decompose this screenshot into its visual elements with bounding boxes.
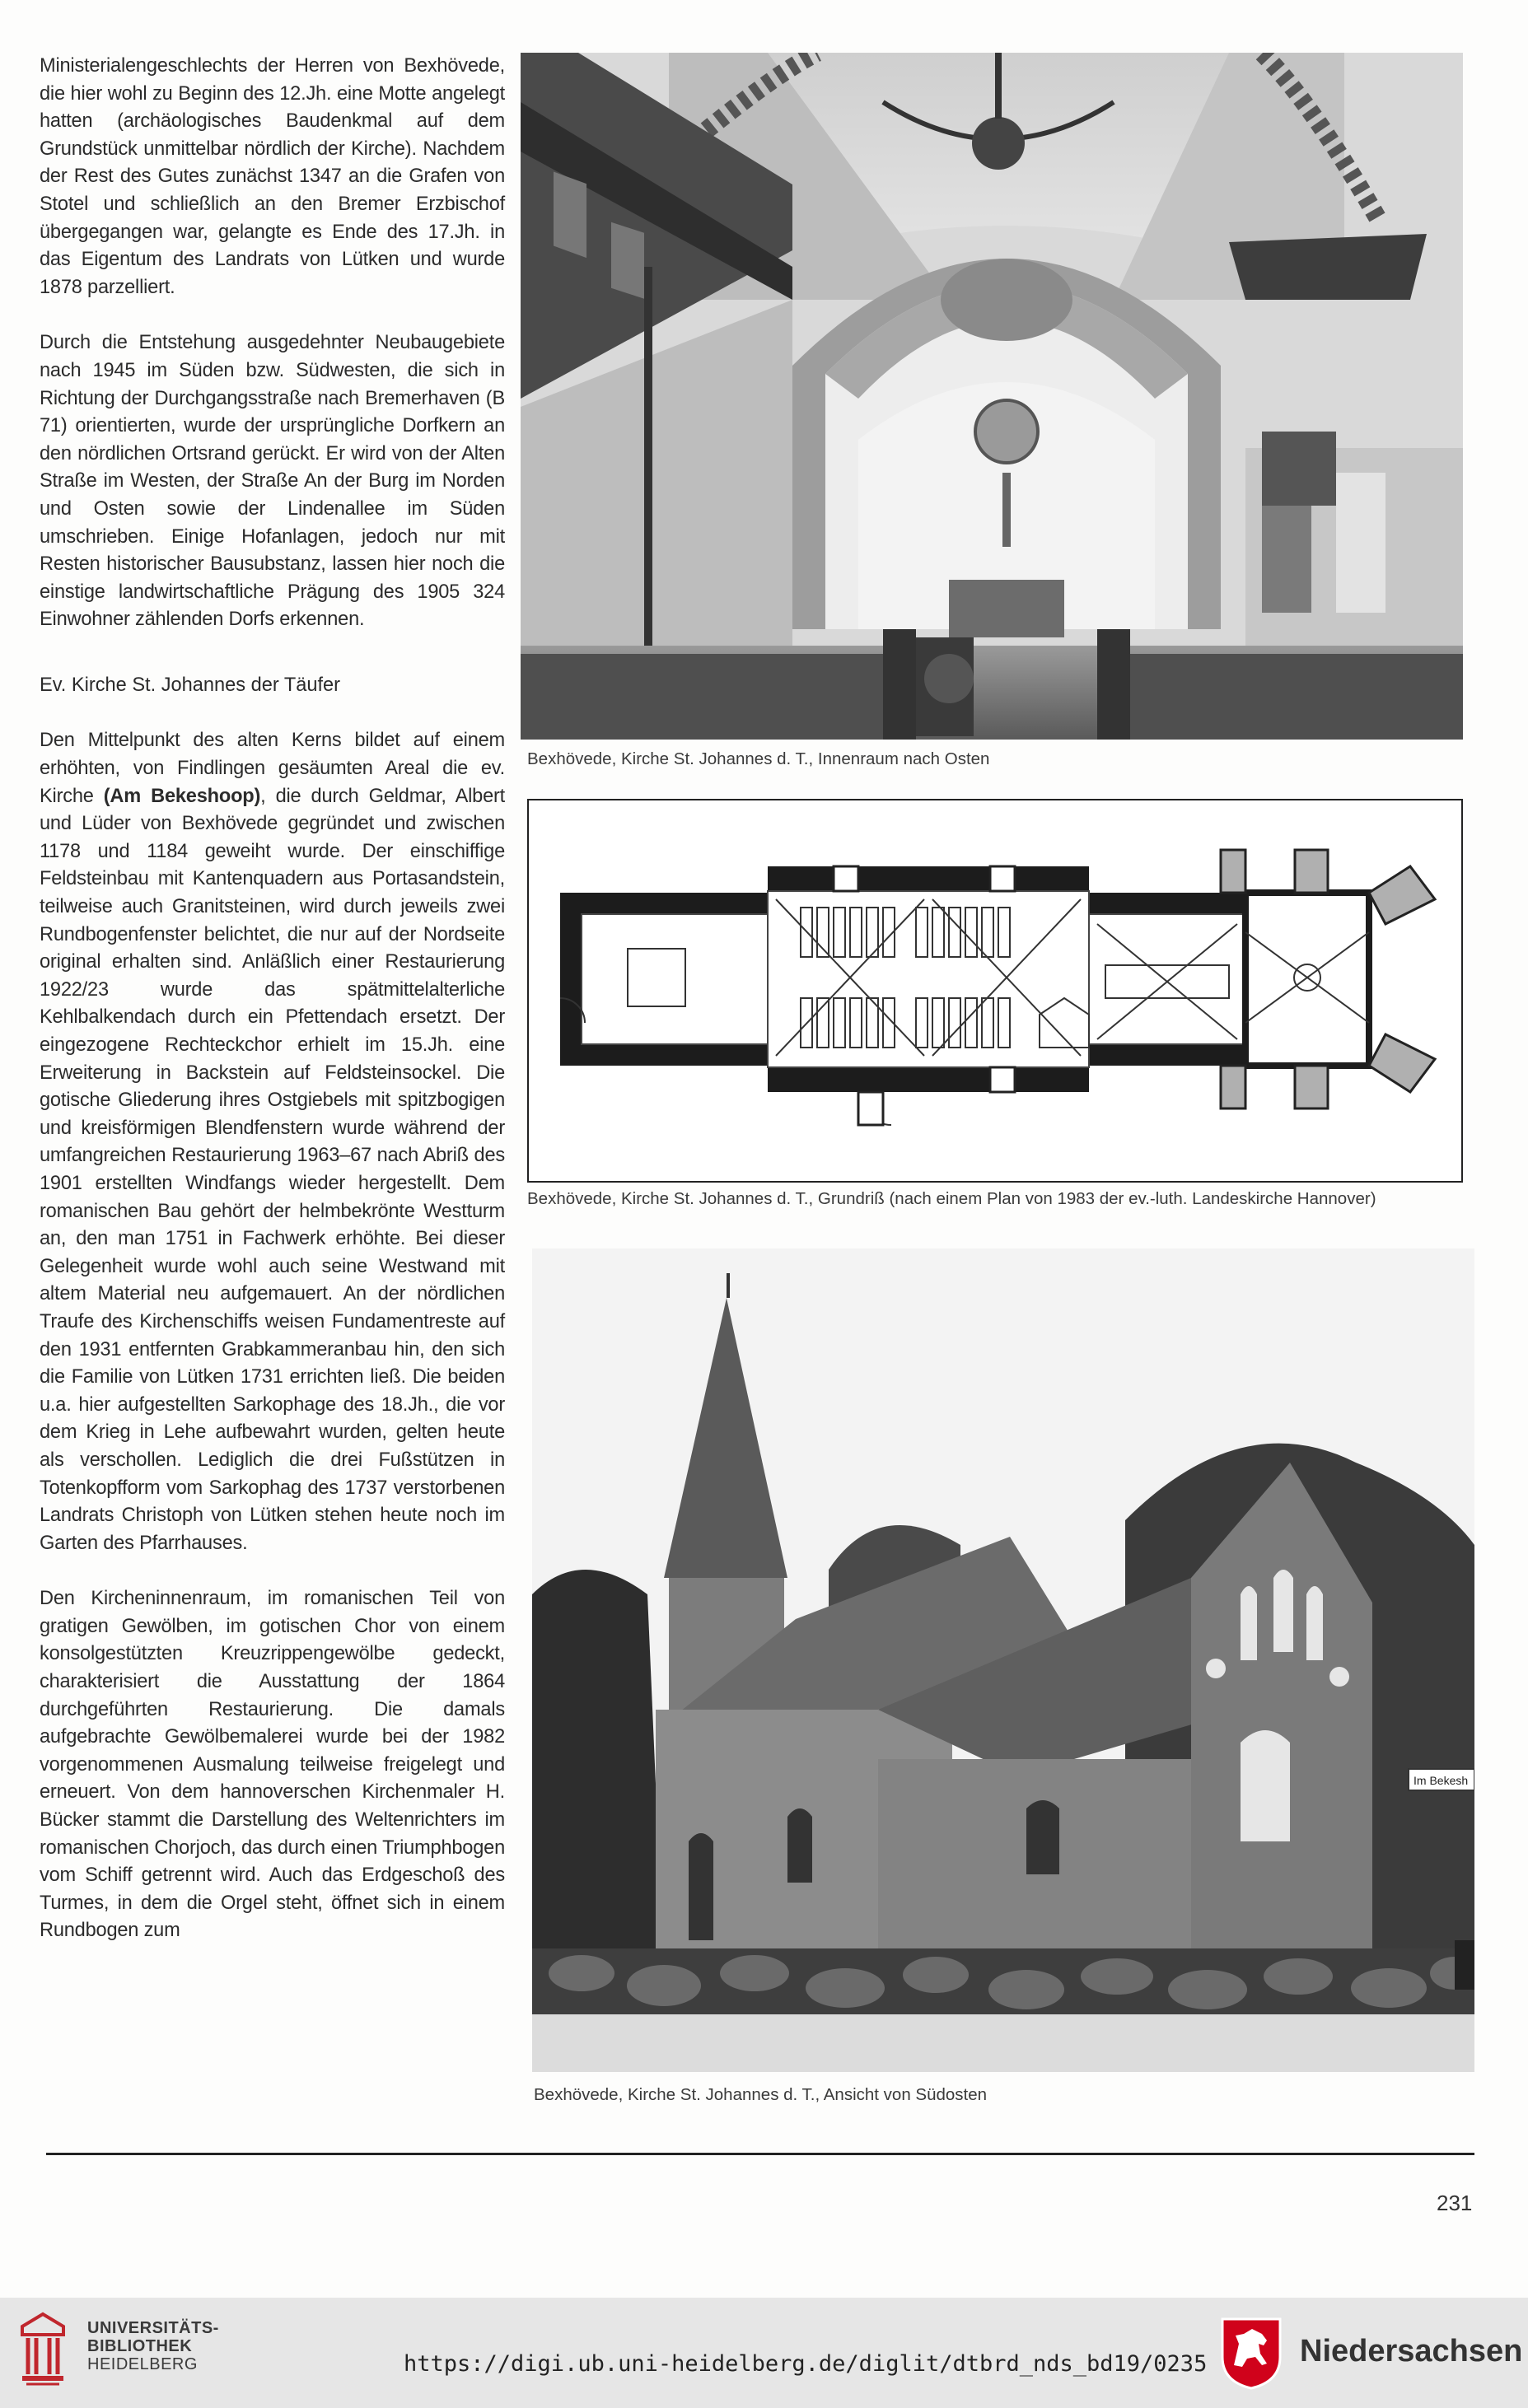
interior-photo: [521, 53, 1463, 740]
library-name-line-3: HEIDELBERG: [87, 2355, 198, 2373]
address-bold: (Am Bekeshoop): [103, 785, 261, 807]
section-heading: Ev. Kirche St. Johannes der Täufer: [40, 674, 341, 696]
page-number: 231: [1437, 2191, 1473, 2215]
paragraph-4: Den Kircheninnenraum, im romanischen Teil von gratigen Gewölben, im gotischen Chor von einem konsolgestützten Kreuzrippengewölbe gedeckt, charakterisiert die Ausstattung der 1864 durchgeführten Restaurierung. Die damals aufgebrachte Gewölbemalerei wurde bei der 1982 vorgenommenen Ausmalung teilweise freigelegt und erneuert. Von dem hannoverschen Kirchenmaler H. Bücker stammt die Darstellung des Weltenrichters im romanischen Chorjoch, das durch einen Triumphbogen vom Schiff getrennt wird. Auch das Erdgeschoß des Turmes, in dem die Orgel steht, öffnet sich in einem Rundbogen zum: [40, 1588, 505, 1942]
university-library-logo-icon: [18, 2310, 68, 2392]
library-name-line-2: BIBLIOTHEK: [87, 2337, 193, 2355]
floor-plan: [527, 799, 1463, 1183]
text-column: [40, 53, 505, 1945]
source-url-link[interactable]: https://digi.ub.uni-heidelberg.de/diglit/dtbrd_nds_bd19/0235: [404, 2351, 1208, 2377]
street-sign-label: Im Bekesh: [1414, 1774, 1469, 1787]
lower-saxony-coat-of-arms-icon: [1219, 2316, 1283, 2390]
interior-caption: Bexhövede, Kirche St. Johannes d. T., Innenraum nach Osten: [527, 749, 990, 768]
exterior-caption: Bexhövede, Kirche St. Johannes d. T., Ansicht von Südosten: [534, 2085, 988, 2104]
paragraph-3-start: Den Mittelpunkt des alten Kerns bildet auf einem erhöhten, von Findlingen gesäumten Areal die ev. Kirche: [40, 730, 505, 807]
exterior-photo: [532, 1248, 1474, 2072]
university-library-name: [87, 2319, 219, 2373]
state-name: Niedersachsen: [1300, 2334, 1523, 2368]
interior-photo-image: [521, 53, 1463, 740]
floor-plan-drawing: [529, 800, 1461, 1181]
library-name-line-1: UNIVERSITÄTS-: [87, 2319, 219, 2337]
paragraph-3: [40, 727, 505, 1557]
paragraph-3-rest: , die durch Geldmar, Albert und Lüder von Bexhövede gegründet und zwischen 1178 und 1184 geweiht wurde. Der einschiffige Feldsteinbau mit Kantenquadern aus Portasandstein, teilweise auch Granitsteinen, wird durch jeweils zwei Rundbogenfenster belichtet, die nur auf der Nordseite original erhalten sind. Anläßlich einer Restaurierung 1922/23 wurde das spätmittelalterliche Kehlbalkendach durch ein Pfettendach ersetzt. Der eingezogene Rechteckchor erhielt im 15.Jh. eine Erweiterung in Backstein auf Feldsteinsockel. Die gotische Gliederung ihres Ostgiebels mit spitzbogigen und kreisförmigen Blendfenstern wurde während der umfangreichen Restaurierung 1963–67 nach Abriß des 1901 erstellten Windfangs wieder hergestellt. Dem romanischen Bau gehört der helmbekrönte Westturm an, den man 1751 in Fachwerk erhöhte. Bei dieser Gelegenheit wurde wohl auch seine Westwand mit altem Material neu aufgemauert. An der nördlichen Traufe des Kirchenschiffs weisen Fundamentreste auf den 1931 entfernten Grabkammeranbau hin, den sich die Familie von Lütken 1731 errichten ließ. Die beiden u.a. hier aufgestellten Sarkophage des 18.Jh., die vor dem Krieg in Lehe aufbewahrt wurden, gelten heute als verschollen. Lediglich die drei Fußstützen in Totenkopfform vom Sarkophag des 1737 verstorbenen Landrats Christoph von Lütken stehen heute noch im Garten des Pfarrhauses.: [40, 785, 505, 1554]
plan-caption: Bexhövede, Kirche St. Johannes d. T., Grundriß (nach einem Plan von 1983 der ev.-luth. Landeskirche Hannover): [527, 1189, 1376, 1208]
footer-rule: [46, 2153, 1474, 2155]
paragraph-2: Durch die Entstehung ausgedehnter Neubaugebiete nach 1945 im Süden bzw. Südwesten, die sich in Richtung der Durchgangsstraße nach Bremerhaven (B 71) orientierten, wurde der ursprüngliche Dorfkern an den nördlichen Ortsrand gerückt. Er wird von der Alten Straße im Westen, der Straße An der Burg im Norden und Osten sowie der Lindenallee im Süden umschrieben. Einige Hofanlagen, jedoch nur mit Resten historischer Bausubstanz, lassen hier noch die einstige landwirtschaftliche Prägung des 1905 324 Einwohner zählenden Dorfs erkennen.: [40, 332, 505, 631]
exterior-photo-image: [532, 1248, 1474, 2072]
paragraph-1: Ministerialengeschlechts der Herren von Bexhövede, die hier wohl zu Beginn des 12.Jh. eine Motte angelegt hatten (archäologisches Baudenkmal auf dem Grundstück unmittelbar nördlich der Kirche). Nachdem der Rest des Gutes zunächst 1347 an die Grafen von Stotel und schließlich an den Bremer Erzbischof übergegangen war, gelangte es Ende des 17.Jh. in das Eigentum des Landrats von Lütken und wurde 1878 parzelliert.: [40, 55, 505, 298]
